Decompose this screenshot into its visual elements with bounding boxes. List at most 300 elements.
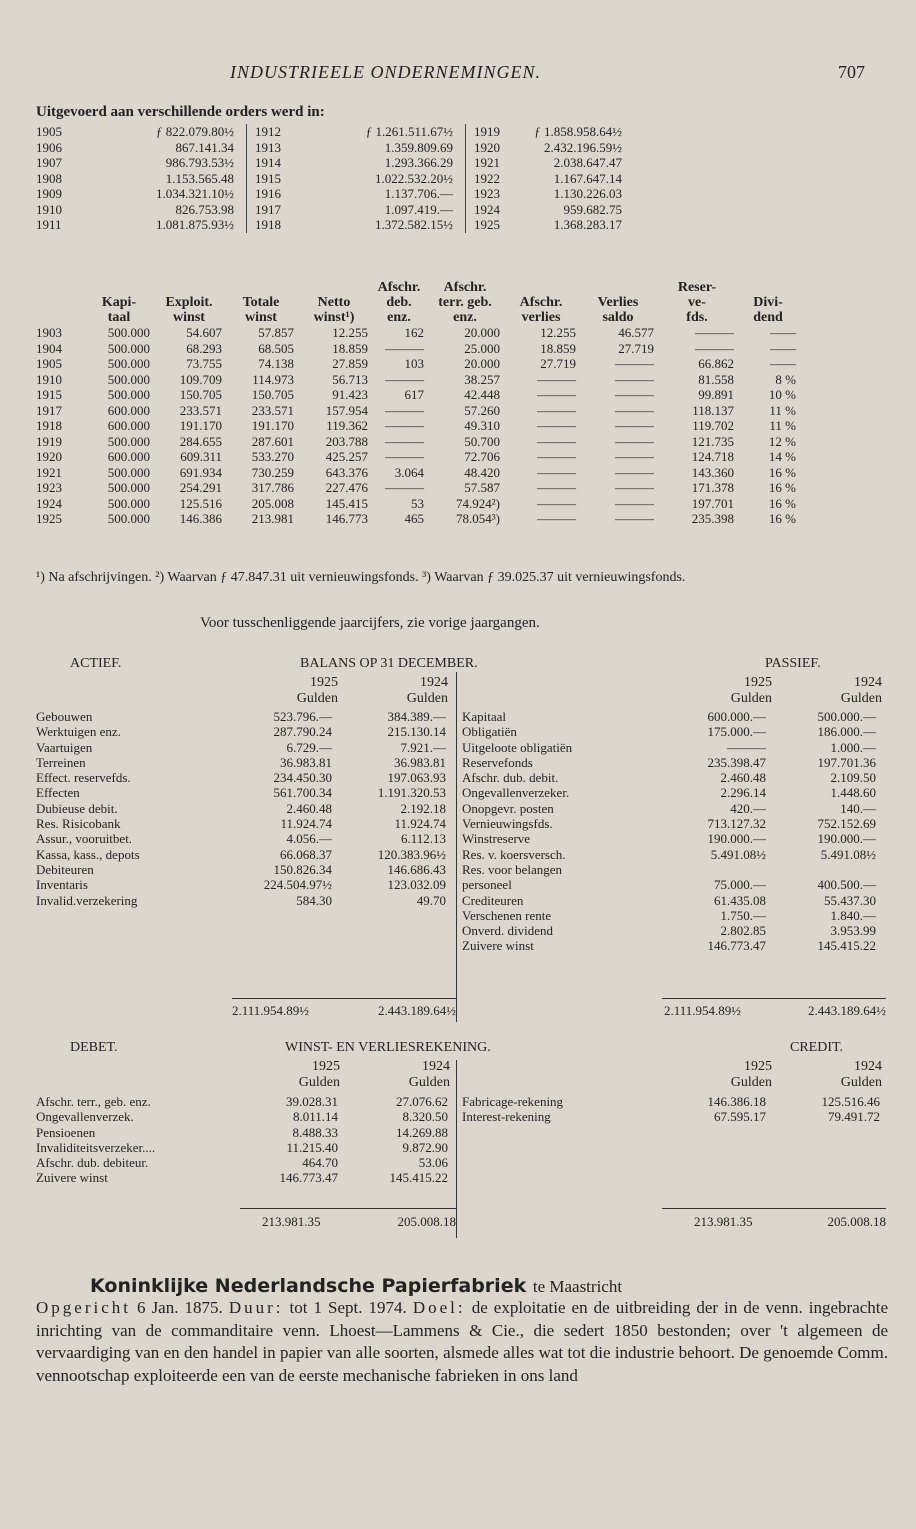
ledger-value-current: 8.011.14 <box>292 1109 338 1125</box>
results-cell: 205.008 <box>251 495 294 511</box>
ledger-row <box>462 847 880 862</box>
results-cell: ——— <box>537 495 576 511</box>
results-cell: ——— <box>615 480 654 495</box>
ledger-row <box>462 908 880 923</box>
results-cell: ——— <box>615 356 654 371</box>
results-cell: 233.571 <box>179 402 222 418</box>
results-cell: ——— <box>537 464 576 480</box>
order-year: 1907 <box>36 155 62 170</box>
ledger-label: Ongevallenverzeker. <box>462 785 570 801</box>
results-cell: 78.054³) <box>456 511 500 526</box>
results-header-cell: deb. <box>386 295 412 310</box>
results-header-cell <box>300 280 374 295</box>
ledger-value-previous: 145.415.22 <box>389 1170 448 1186</box>
order-year: 1918 <box>247 217 304 233</box>
results-cell: ——— <box>385 340 424 356</box>
order-amount: 1.034.321.10½ <box>156 186 234 201</box>
winst-total1-right: 213.981.35 <box>694 1214 753 1229</box>
ledger-row <box>36 862 450 877</box>
results-header-cell <box>156 280 228 295</box>
ledger-label: Verschenen rente <box>462 907 552 923</box>
winst-year2-right: 1924 <box>854 1059 882 1074</box>
balance-actief-table <box>36 709 450 908</box>
ledger-label: Res. v. koersversch. <box>462 846 566 862</box>
results-row <box>36 511 802 527</box>
ledger-label: Afschr. terr., geb. enz. <box>36 1094 151 1109</box>
results-cell: 27.859 <box>332 356 368 371</box>
results-cell: 16 % <box>768 511 796 526</box>
results-header-cell <box>36 280 88 295</box>
balance-left-label: ACTIEF. <box>70 656 122 671</box>
ledger-value-previous: 79.491.72 <box>828 1109 880 1125</box>
results-cell: ——— <box>615 387 654 402</box>
results-cell: 72.706 <box>464 449 500 464</box>
order-amount: 2.038.647.47 <box>553 155 622 170</box>
ledger-label: Vernieuwingsfds. <box>462 816 553 832</box>
ledger-value-current: 234.450.30 <box>273 770 332 786</box>
ledger-value-previous: 55.437.30 <box>824 892 876 908</box>
order-year: 1910 <box>36 201 62 217</box>
order-year: 1920 <box>466 140 523 156</box>
ledger-label: Afschr. dub. debit. <box>462 770 559 786</box>
order-year: 1923 <box>466 186 523 202</box>
ledger-row <box>462 893 880 908</box>
orders-table <box>36 124 634 233</box>
results-cell: 643.376 <box>325 464 368 480</box>
ledger-row <box>36 816 450 831</box>
results-cell: 73.755 <box>186 356 222 371</box>
results-cell: 609.311 <box>180 449 222 464</box>
ledger-label: Kassa, kass., depots <box>36 846 140 862</box>
results-cell: 68.293 <box>186 340 222 356</box>
results-cell: 12.255 <box>332 325 368 340</box>
results-year: 1917 <box>36 402 62 418</box>
results-cell: ——— <box>537 402 576 418</box>
ledger-row <box>462 755 880 770</box>
results-cell: ——— <box>537 449 576 464</box>
ledger-value-current: 2.802.85 <box>720 923 766 939</box>
ledger-value-previous: 123.032.09 <box>387 877 446 893</box>
results-header-cell <box>228 280 300 295</box>
results-cell: 14 % <box>768 449 796 464</box>
results-cell: —— <box>770 356 796 371</box>
ledger-value-previous: 3.953.99 <box>830 923 876 939</box>
results-cell: 171.378 <box>691 480 734 495</box>
ledger-row <box>462 831 880 846</box>
results-cell: 81.558 <box>698 371 734 387</box>
results-cell: 16 % <box>768 464 796 480</box>
results-cell: 74.924²) <box>456 495 500 511</box>
results-year: 1905 <box>36 356 62 371</box>
results-row <box>36 449 802 465</box>
ledger-value-current: 464.70 <box>302 1155 338 1171</box>
balance-totals-right <box>664 1003 886 1019</box>
ledger-value-current: 523.796.— <box>273 709 332 724</box>
results-header-cell <box>740 280 802 295</box>
winst-unit1-left: Gulden <box>298 1075 340 1090</box>
order-amount: 1.368.283.17 <box>553 217 622 232</box>
results-cell: 54.607 <box>186 325 222 340</box>
ledger-label: Crediteuren <box>462 892 524 908</box>
ledger-row <box>462 770 880 785</box>
company-location: te Maastricht <box>532 1277 623 1296</box>
order-amount: 1.097.419.— <box>384 201 453 217</box>
ledger-value-current: 61.435.08 <box>714 892 766 908</box>
order-amount: 1.022.532.20½ <box>375 170 453 186</box>
ledger-value-current: 75.000.— <box>714 877 766 893</box>
ledger-value-previous: 27.076.62 <box>396 1094 448 1109</box>
results-cell: 109.709 <box>179 371 222 387</box>
ledger-value-previous: 1.000.— <box>830 739 876 755</box>
results-cell: 68.505 <box>258 340 294 356</box>
results-cell: 53 <box>411 495 424 511</box>
order-year: 1908 <box>36 170 62 186</box>
results-cell: 16 % <box>768 495 796 511</box>
results-year: 1923 <box>36 480 62 495</box>
results-header-cell: winst¹) <box>313 310 355 325</box>
results-cell: ——— <box>537 418 576 433</box>
results-row <box>36 372 802 388</box>
results-header-cell <box>582 280 660 295</box>
results-cell: 157.954 <box>325 402 368 418</box>
order-amount: 826.753.98 <box>175 201 234 217</box>
results-table <box>36 280 802 527</box>
order-year: 1909 <box>36 186 62 201</box>
ledger-row <box>36 801 450 816</box>
ledger-value-current <box>662 862 770 877</box>
results-cell: 121.735 <box>691 433 734 449</box>
results-header-cell <box>36 295 88 310</box>
balance-right-label: PASSIEF. <box>765 656 821 671</box>
order-year: 1912 <box>247 124 304 140</box>
ledger-row <box>462 862 880 877</box>
order-amount: 1.153.565.48 <box>165 170 234 186</box>
results-cell: 500.000 <box>107 387 150 402</box>
order-amount: 1.359.809.69 <box>384 139 453 155</box>
order-year: 1916 <box>247 186 304 202</box>
results-cell: ——— <box>695 325 734 340</box>
ledger-value-previous: 140.— <box>840 800 876 816</box>
results-year: 1921 <box>36 464 62 480</box>
order-year: 1919 <box>466 124 523 140</box>
results-cell: 162 <box>404 325 424 340</box>
balance-passief-colheads <box>672 675 882 707</box>
balance-year1-left: 1925 <box>310 675 338 690</box>
results-cell: 42.448 <box>464 387 500 402</box>
results-cell: ——— <box>615 418 654 433</box>
ledger-value-previous <box>770 862 880 877</box>
results-header-cell: enz. <box>387 310 411 325</box>
label-doel: Doel: <box>412 1298 466 1317</box>
ledger-value-current: 2.296.14 <box>720 785 766 801</box>
ledger-label: Zuivere winst <box>462 938 534 954</box>
results-cell: 500.000 <box>107 511 150 526</box>
results-note: Voor tusschenliggende jaarcijfers, zie vorige jaargangen. <box>200 615 540 631</box>
ledger-value-previous: 7.921.— <box>400 739 446 755</box>
order-amount: 1.293.366.29 <box>384 155 453 170</box>
results-row <box>36 418 802 434</box>
ledger-value-current: 67.595.17 <box>714 1109 766 1125</box>
ledger-label: Effecten <box>36 785 80 801</box>
winst-divider <box>456 1060 457 1238</box>
results-row <box>36 403 802 419</box>
ledger-value-current: 584.30 <box>296 892 332 908</box>
ledger-row <box>36 709 450 724</box>
winst-total-rule-right <box>662 1208 886 1209</box>
results-year: 1910 <box>36 371 62 387</box>
winst-year1-left: 1925 <box>312 1059 340 1074</box>
ledger-value-current: 146.386.18 <box>707 1094 766 1109</box>
ledger-row <box>462 785 880 800</box>
balance-year2-right: 1924 <box>854 675 882 690</box>
balance-total1-left: 2.111.954.89½ <box>232 1003 310 1018</box>
ledger-label: Effect. reservefds. <box>36 770 131 786</box>
balance-total-rule-left <box>232 998 456 999</box>
results-year: 1920 <box>36 449 62 464</box>
results-year: 1924 <box>36 495 62 511</box>
order-amount: 1.137.706.— <box>384 186 453 201</box>
winst-total2-right: 205.008.18 <box>827 1214 886 1229</box>
winst-left-label: DEBET. <box>70 1040 118 1055</box>
results-cell: 500.000 <box>107 340 150 356</box>
results-cell: 227.476 <box>325 480 368 495</box>
results-cell: 213.981 <box>251 511 294 526</box>
ledger-value-current: 713.127.32 <box>707 816 766 832</box>
results-cell: 48.420 <box>464 464 500 480</box>
label-opgericht: Opgericht <box>36 1298 131 1317</box>
ledger-value-current: 420.— <box>730 800 766 816</box>
ledger-value-current: ——— <box>727 739 766 755</box>
results-cell: ——— <box>615 371 654 387</box>
orders-row <box>36 124 634 140</box>
results-cell: 12.255 <box>540 325 576 340</box>
ledger-row <box>462 740 880 755</box>
ledger-row <box>36 1109 452 1124</box>
results-cell: 74.138 <box>258 356 294 371</box>
results-cell: 16 % <box>768 480 796 495</box>
results-cell: 27.719 <box>540 356 576 371</box>
results-year: 1925 <box>36 511 62 526</box>
ledger-value-previous: 400.500.— <box>817 877 876 893</box>
results-cell: ——— <box>615 449 654 464</box>
results-header-cell: ve- <box>688 295 706 310</box>
ledger-value-current: 8.488.33 <box>292 1124 338 1140</box>
company-heading <box>90 1275 622 1297</box>
results-cell: ——— <box>385 371 424 387</box>
results-cell: 57.857 <box>258 325 294 340</box>
results-cell: 533.270 <box>251 449 294 464</box>
results-header-cell: Divi- <box>753 295 783 310</box>
ledger-row <box>462 877 880 892</box>
results-cell: 25.000 <box>464 340 500 356</box>
ledger-label: personeel <box>462 877 512 893</box>
ledger-row <box>462 816 880 831</box>
ledger-value-previous: 2.192.18 <box>400 800 446 816</box>
results-cell: 114.973 <box>252 371 294 387</box>
balance-passief-table <box>462 709 880 954</box>
results-header-cell: dend <box>753 310 783 325</box>
ledger-value-previous: 53.06 <box>418 1155 448 1171</box>
orders-row <box>36 217 634 233</box>
order-year: 1911 <box>36 217 62 232</box>
ledger-value-current: 11.215.40 <box>286 1139 338 1155</box>
company-description <box>36 1297 888 1387</box>
ledger-value-current: 146.773.47 <box>279 1170 338 1186</box>
results-cell: 57.260 <box>464 402 500 418</box>
results-cell: 118.137 <box>692 402 734 418</box>
results-cell: 57.587 <box>464 480 500 495</box>
results-cell: ——— <box>537 511 576 526</box>
results-header-cell: winst <box>245 310 277 325</box>
order-year: 1922 <box>466 171 523 187</box>
ledger-row <box>462 724 880 739</box>
results-header-cell <box>36 310 88 325</box>
company-doel: de exploitatie en de uitbreiding der in de venn. ingebrachte inrichting van de commanditaire venn. Lhoest—Lammens & Cie., die sedert 1850 bestonden; over 't algemeen de vervaardiging van en den handel in papier van alle soorten, alsmede alles wat tot die industrie behoort. De genoemde Comm. vennootschap exploiteerde een van de eerste mechanische fabrieken in ons land <box>36 1298 889 1385</box>
ledger-label: Kapitaal <box>462 709 507 724</box>
results-header-cell: Afschr. <box>443 280 487 295</box>
ledger-value-current: 11.924.74 <box>280 816 332 832</box>
results-cell: 600.000 <box>107 402 150 418</box>
results-cell: 500.000 <box>107 371 150 387</box>
ledger-value-current: 600.000.— <box>707 709 766 724</box>
results-cell: 3.064 <box>394 464 424 480</box>
ledger-label: Pensioenen <box>36 1124 96 1140</box>
ledger-label: Res. Risicobank <box>36 816 121 832</box>
order-amount: ƒ 1.858.958.64½ <box>534 124 622 139</box>
ledger-label: Dubieuse debit. <box>36 800 118 816</box>
ledger-value-previous: 125.516.46 <box>821 1094 880 1109</box>
ledger-value-previous: 215.130.14 <box>387 724 446 740</box>
results-row <box>36 496 802 512</box>
results-cell: ——— <box>537 480 576 495</box>
results-header-cell: taal <box>107 310 131 325</box>
results-cell: 20.000 <box>464 356 500 371</box>
winst-total-rule-left <box>240 1208 456 1209</box>
results-row <box>36 341 802 357</box>
results-header-cell: terr. geb. <box>438 295 492 310</box>
results-year: 1919 <box>36 433 62 449</box>
results-header-cell: Kapi- <box>101 295 137 310</box>
ledger-row <box>36 847 450 862</box>
ledger-value-previous: 120.383.96½ <box>377 846 446 862</box>
balance-total2-right: 2.443.189.64½ <box>808 1003 886 1018</box>
ledger-value-previous: 752.152.69 <box>817 816 876 832</box>
results-header-cell: verlies <box>521 310 561 325</box>
ledger-value-current: 2.460.48 <box>286 800 332 816</box>
balance-unit2-right: Gulden <box>840 691 882 706</box>
winst-unit2-left: Gulden <box>408 1075 450 1090</box>
order-amount: 1.081.875.93½ <box>156 217 234 232</box>
results-cell: 66.862 <box>698 356 734 371</box>
results-header-cell: Netto <box>317 295 351 310</box>
results-cell: 233.571 <box>251 402 294 418</box>
balance-total2-left: 2.443.189.64½ <box>378 1003 456 1018</box>
results-cell: 119.702 <box>692 418 734 433</box>
results-cell: 10 % <box>768 387 796 402</box>
ledger-row <box>36 877 450 892</box>
ledger-value-current: 36.983.81 <box>280 754 332 770</box>
ledger-value-current: 287.790.24 <box>273 724 332 740</box>
results-cell: 119.362 <box>326 418 368 433</box>
balance-year2-left: 1924 <box>420 675 448 690</box>
balance-divider <box>456 672 457 1022</box>
results-cell: 91.423 <box>332 387 368 402</box>
company-name: Koninklijke Nederlandsche Papierfabriek <box>90 1275 527 1297</box>
ledger-row <box>462 923 880 938</box>
results-cell: 146.773 <box>325 511 368 526</box>
ledger-value-previous: 14.269.88 <box>396 1124 448 1140</box>
ledger-row <box>36 831 450 846</box>
label-duur: Duur: <box>228 1298 284 1317</box>
order-amount: 1.372.582.15½ <box>375 217 453 232</box>
ledger-label: Fabricage-rekening <box>462 1094 564 1109</box>
ledger-value-previous: 2.109.50 <box>830 770 876 786</box>
ledger-label: Inventaris <box>36 877 88 893</box>
results-cell: 143.360 <box>691 464 734 480</box>
ledger-value-previous: 146.686.43 <box>387 861 446 877</box>
results-cell: 254.291 <box>179 480 222 495</box>
results-cell: ——— <box>615 464 654 480</box>
results-header-cell: Afschr. <box>377 280 421 295</box>
ledger-value-current: 1.750.— <box>720 907 766 923</box>
ledger-label: Reservefonds <box>462 754 533 770</box>
results-header-cell: fds. <box>686 310 708 325</box>
results-cell: ——— <box>385 449 424 464</box>
results-cell: —— <box>770 325 796 340</box>
balance-totals-left <box>232 1003 456 1019</box>
results-header-cell: Verlies <box>597 295 639 310</box>
ledger-row <box>462 1109 884 1124</box>
ledger-label: Zuivere winst <box>36 1170 108 1186</box>
results-cell: ——— <box>385 418 424 433</box>
results-cell: 284.655 <box>179 433 222 449</box>
ledger-value-current: 6.729.— <box>286 739 332 755</box>
ledger-row <box>36 755 450 770</box>
winst-credit-table <box>462 1094 884 1125</box>
results-cell: ——— <box>695 340 734 356</box>
orders-row <box>36 171 634 187</box>
ledger-label: Vaartuigen <box>36 739 93 755</box>
results-cell: 46.577 <box>618 325 654 340</box>
ledger-value-previous: 49.70 <box>416 892 446 908</box>
results-row <box>36 465 802 481</box>
results-cell: ——— <box>615 402 654 418</box>
results-cell: 99.891 <box>698 387 734 402</box>
ledger-value-current: 190.000.— <box>707 831 766 847</box>
order-year: 1921 <box>466 155 523 171</box>
running-title: INDUSTRIEELE ONDERNEMINGEN. <box>230 62 541 82</box>
results-year: 1904 <box>36 340 62 356</box>
ledger-label: Winstreserve <box>462 831 531 847</box>
results-cell: 145.415 <box>325 495 368 511</box>
results-cell: 150.705 <box>179 387 222 402</box>
results-row <box>36 387 802 403</box>
orders-row <box>36 202 634 218</box>
results-cell: 500.000 <box>107 433 150 449</box>
results-cell: 191.170 <box>251 418 294 433</box>
ledger-value-current: 66.068.37 <box>280 846 332 862</box>
results-header-row <box>36 280 802 295</box>
results-cell: 191.170 <box>179 418 222 433</box>
results-cell: 146.386 <box>179 511 222 526</box>
results-cell: 197.701 <box>691 495 734 511</box>
ledger-value-previous: 197.063.93 <box>387 770 446 786</box>
order-amount: 1.130.226.03 <box>553 186 622 201</box>
order-amount: 2.432.196.59½ <box>544 139 622 155</box>
results-cell: 125.516 <box>179 495 222 511</box>
ledger-label: Terreinen <box>36 754 86 770</box>
order-year: 1914 <box>247 155 304 171</box>
